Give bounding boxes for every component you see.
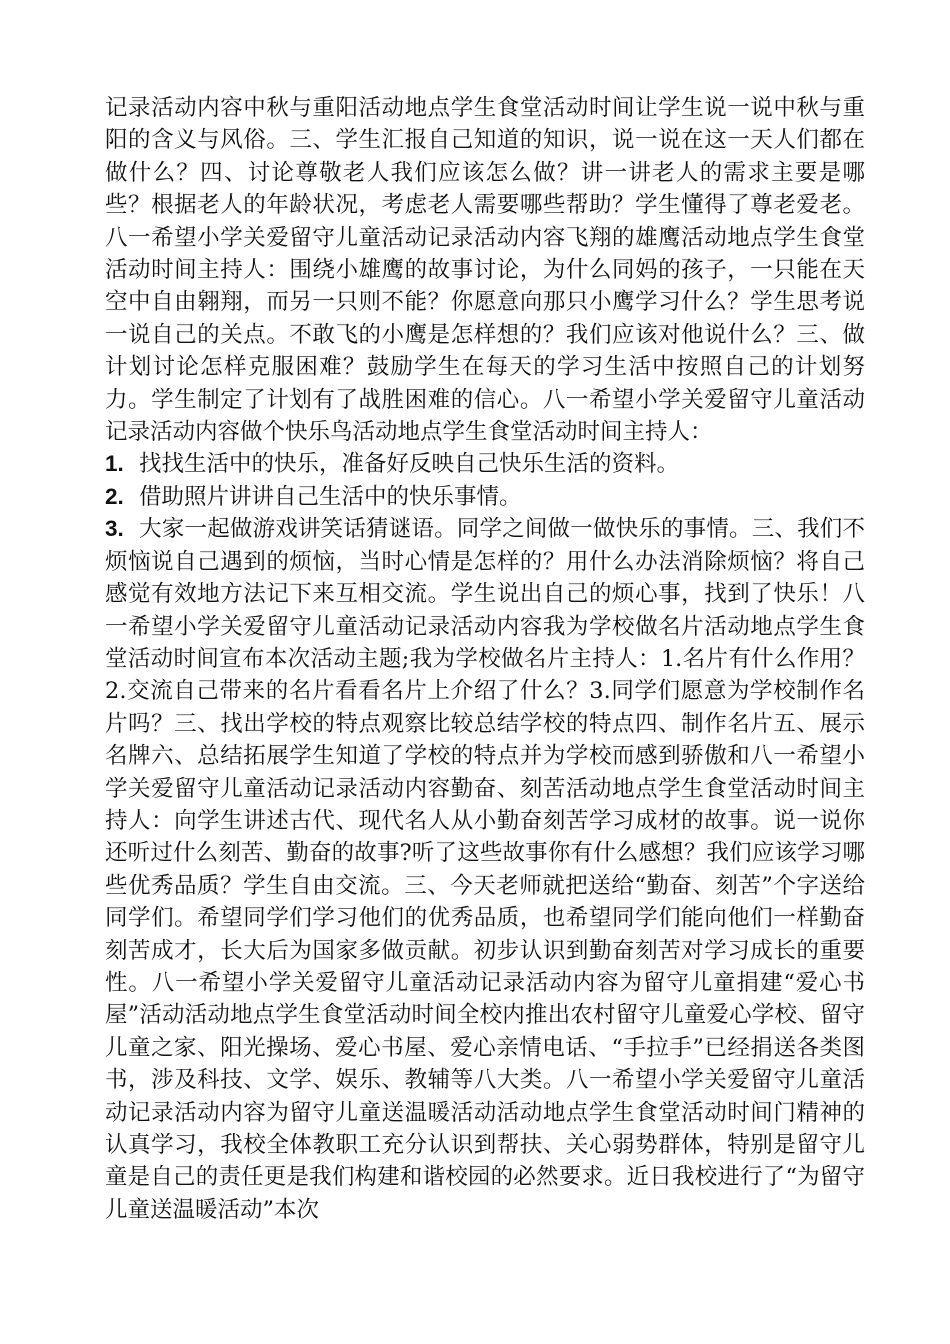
list-number: 2. [105, 483, 124, 509]
list-text: 找找生活中的快乐，准备好反映自己快乐生活的资料。 [139, 451, 680, 478]
list-item [105, 513, 865, 1226]
list-number: 1. [105, 451, 124, 477]
list-item [105, 481, 865, 513]
document-page [105, 92, 865, 1226]
list-number: 3. [105, 516, 124, 542]
list-item [105, 448, 865, 480]
body-paragraph: 记录活动内容中秋与重阳活动地点学生食堂活动时间让学生说一说中秋与重阳的含义与风俗。三、学生汇报自己知道的知识，说一说在这一天人们都在做什么？四、讨论尊敬老人我们应该怎么做？讲一讲老人的需求主要是哪些？根据老人的年龄状况，考虑老人需要哪些帮助？学生懂得了尊老爱老。八一希望小学关爱留守儿童活动记录活动内容飞翔的雄鹰活动地点学生食堂活动时间主持人：围绕小雄鹰的故事讨论，为什么同妈的孩子，一只能在天空中自由翱翔，而另一只则不能？你愿意向那只小鹰学习什么？学生思考说一说自己的关点。不敢飞的小鹰是怎样想的？我们应该对他说什么？三、做计划讨论怎样克服困难？鼓励学生在每天的学习生活中按照自己的计划努力。学生制定了计划有了战胜困难的信心。八一希望小学关爱留守儿童活动记录活动内容做个快乐鸟活动地点学生食堂活动时间主持人： [105, 95, 865, 446]
list-text: 借助照片讲讲自己生活中的快乐事情。 [139, 483, 522, 510]
list-text: 大家一起做游戏讲笑话猜谜语。同学之间做一做快乐的事情。三、我们不烦恼说自己遇到的烦恼，当时心情是怎样的？用什么办法消除烦恼？将自己感觉有效地方法记下来互相交流。学生说出自己的烦心事，找到了快乐！八一希望小学关爱留守儿童活动记录活动内容我为学校做名片活动地点学生食堂活动时间宣布本次活动主题;我为学校做名片主持人：1.名片有什么作用？2.交流自己带来的名片看看名片上介绍了什么？3.同学们愿意为学校制作名片吗？三、找出学校的特点观察比较总结学校的特点四、制作名片五、展示名牌六、总结拓展学生知道了学校的特点并为学校而感到骄傲和八一希望小学关爱留守儿童活动记录活动内容勤奋、刻苦活动地点学生食堂活动时间主持人：向学生讲述古代、现代名人从小勤奋刻苦学习成材的故事。说一说你还听过什么刻苦、勤奋的故事?听了这些故事你有什么感想？我们应该学习哪些优秀品质？学生自由交流。三、今天老师就把送给“勤奋、刻苦”个字送给同学们。希望同学们学习他们的优秀品质，也希望同学们能向他们一样勤奋刻苦成才，长大后为国家多做贡献。初步认识到勤奋刻苦对学习成长的重要性。八一希望小学关爱留守儿童活动记录活动内容为留守儿童捐建“爱心书屋”活动活动地点学生食堂活动时间全校内推出农村留守儿童爱心学校、留守儿童之家、阳光操场、爱心书屋、爱心亲情电话、“手拉手”已经捐送各类图书，涉及科技、文学、娱乐、教辅等八大类。八一希望小学关爱留守儿童活动记录活动内容为留守儿童送温暖活动活动地点学生食堂活动时间门精神的认真学习，我校全体教职工充分认识到帮扶、关心弱势群体，特别是留守儿童是自己的责任更是我们构建和谐校园的必然要求。近日我校进行了“为留守儿童送温暖活动”本次 [105, 516, 865, 1223]
